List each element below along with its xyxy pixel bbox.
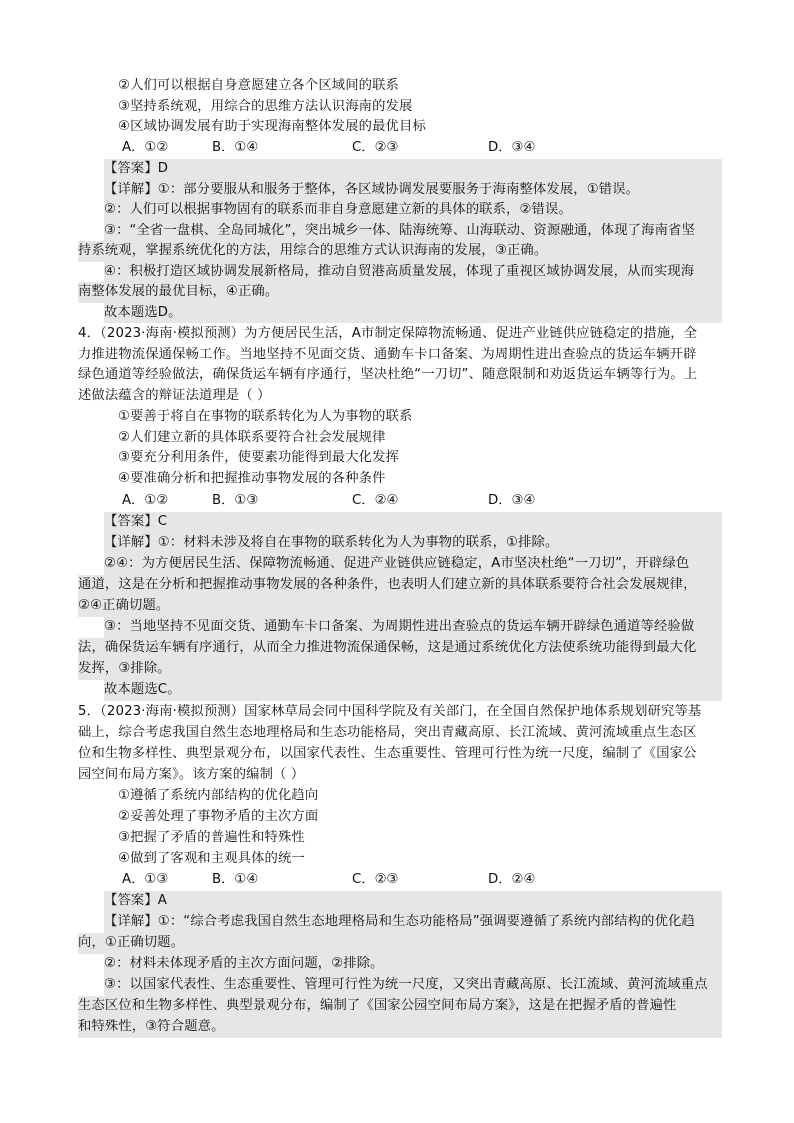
q4-item-2: ②人们建立新的具体联系要符合社会发展规律 bbox=[118, 429, 386, 445]
q4-detail-line: ③：当地坚持不见面交货、通勤车卡口备案、为周期性进出查验点的货运车辆开辟绿色通道等经验做 bbox=[104, 617, 722, 638]
q3-options bbox=[122, 138, 722, 159]
q3-answer: 【答案】D bbox=[104, 159, 722, 180]
q4-options bbox=[122, 491, 722, 512]
q5-stem-line: 园空间布局方案》。该方案的编制（ ） bbox=[78, 767, 305, 782]
q5-options bbox=[122, 870, 722, 891]
q5-detail-line: 向，①正确切题。 bbox=[78, 933, 722, 954]
q5-detail-line: ②：材料未体现矛盾的主次方面问题，②排除。 bbox=[104, 954, 722, 975]
q5-item-4: ④做到了客观和主观具体的统一 bbox=[118, 851, 305, 866]
q4-item-3: ③要充分利用条件，使要素功能得到最大化发挥 bbox=[118, 450, 400, 465]
q4-stem-line: 述做法蕴含的辩证法道理是（ ） bbox=[78, 387, 271, 403]
q5-detail-line: 和特殊性，③符合题意。 bbox=[78, 1017, 722, 1038]
q4-detail-line: 法，确保货运车辆有序通行，从而全力推进物流保通保畅，这是通过系统优化方法使系统功能得到最大化 bbox=[78, 638, 722, 659]
q3-option-c: C．②③ bbox=[352, 140, 399, 155]
q3-item-4: ④区域协调发展有助于实现海南整体发展的最优目标 bbox=[118, 119, 426, 134]
q5-detail-line: ③：以国家代表性、生态重要性、管理可行性为统一尺度，又突出青藏高原、长江流域、黄河流域重点 bbox=[104, 975, 722, 996]
q5-stem-line: 础上，综合考虑我国自然生态地理格局和生态功能格局，突出青藏高原、长江流域、黄河流域重点生态区 bbox=[78, 725, 697, 740]
q3-option-b: B．①④ bbox=[212, 140, 259, 155]
q4-option-c: C．②④ bbox=[352, 493, 399, 508]
q5-option-c: C．②③ bbox=[352, 872, 399, 887]
q5-option-d: D．②④ bbox=[488, 872, 536, 887]
q5-detail-line: 【详解】①：“综合考虑我国自然生态地理格局和生态功能格局”强调要遵循了系统内部结构的优化趋 bbox=[104, 912, 722, 933]
q4-conclusion: 故本题选C。 bbox=[104, 680, 722, 701]
q4-stem-line: 4．（2023·海南·模拟预测）为方便居民生活，A市制定保障物流畅通、促进产业链供应链稳定的措施，全 bbox=[78, 326, 698, 341]
q3-item-3: ③坚持系统观，用综合的思维方法认识海南的发展 bbox=[118, 98, 413, 114]
q4-option-d: D．③④ bbox=[488, 493, 536, 508]
q3-option-d: D．③④ bbox=[488, 140, 536, 155]
q3-item-2: ②人们可以根据自身意愿建立各个区域间的联系 bbox=[118, 78, 400, 93]
q3-detail-line: ④：积极打造区域协调发展新格局，推动自贸港高质量发展，体现了重视区域协调发展，从而实现海 bbox=[104, 262, 722, 283]
q5-item-1: ①遵循了系统内部结构的优化趋向 bbox=[118, 788, 319, 803]
q5-option-a: A．①③ bbox=[122, 872, 169, 887]
q4-option-a: A．①② bbox=[122, 493, 169, 508]
q4-option-b: B．①③ bbox=[212, 493, 259, 508]
q4-detail-line: ②④正确切题。 bbox=[78, 596, 722, 617]
q4-detail-line: 通道，这是在分析和把握推动事物发展的各种条件，也表明人们建立新的具体联系要符合社会发展规律， bbox=[78, 575, 722, 596]
q4-answer: 【答案】C bbox=[104, 512, 722, 533]
q4-stem-line: 绿色通道等经验做法，确保货运车辆有序通行，坚决杜绝“一刀切”、随意限制和劝返货运车辆等行为。上 bbox=[78, 367, 698, 382]
q4-detail-line: 发挥，③排除。 bbox=[78, 659, 722, 680]
q3-detail-line: ②：人们可以根据事物固有的联系而非自身意愿建立新的具体的联系，②错误。 bbox=[104, 200, 722, 221]
q5-stem-line: 位和生物多样性、典型景观分布，以国家代表性、生态重要性、管理可行性为统一尺度，编制了《国家公 bbox=[78, 746, 697, 761]
q4-detail-line: ②④：为方便居民生活、保障物流畅通、促进产业链供应链稳定，A市坚决杜绝“一刀切”，开辟绿色 bbox=[104, 554, 722, 575]
q5-option-b: B．①④ bbox=[212, 872, 259, 887]
q3-option-a: A．①② bbox=[122, 140, 169, 155]
q3-detail-line: 持系统观，掌握系统优化的方法，用综合的思维方式认识海南的发展，③正确。 bbox=[78, 241, 722, 262]
q4-stem-line: 力推进物流保通保畅工作。当地坚持不见面交货、通勤车卡口备案、为周期性进出查验点的货运车辆开辟 bbox=[78, 346, 697, 362]
q3-detail-line: 南整体发展的最优目标，④正确。 bbox=[78, 282, 722, 303]
q5-item-2: ②妥善处理了事物矛盾的主次方面 bbox=[118, 809, 319, 824]
q3-detail-line: ③：“全省一盘棋、全岛同城化”，突出城乡一体、陆海统筹、山海联动、资源融通，体现了海南省坚 bbox=[104, 221, 722, 242]
q4-detail-line: 【详解】①：材料未涉及将自在事物的联系转化为人为事物的联系，①排除。 bbox=[104, 533, 722, 554]
q3-detail-line: 【详解】①：部分要服从和服务于整体，各区域协调发展要服务于海南整体发展，①错误。 bbox=[104, 180, 722, 201]
q5-detail-line: 生态区位和生物多样性、典型景观分布，编制了《国家公园空间布局方案》，这是在把握矛盾的普遍性 bbox=[78, 996, 722, 1017]
q3-conclusion: 故本题选D。 bbox=[104, 303, 722, 324]
q4-item-4: ④要准确分析和把握推动事物发展的各种条件 bbox=[118, 470, 386, 486]
q5-stem-line: 5．（2023·海南·模拟预测）国家林草局会同中国科学院及有关部门，在全国自然保护地体系规划研究等基 bbox=[78, 704, 702, 719]
q5-item-3: ③把握了矛盾的普遍性和特殊性 bbox=[118, 830, 305, 845]
q4-item-1: ①要善于将自在事物的联系转化为人为事物的联系 bbox=[118, 409, 413, 424]
q5-answer: 【答案】A bbox=[104, 891, 722, 912]
